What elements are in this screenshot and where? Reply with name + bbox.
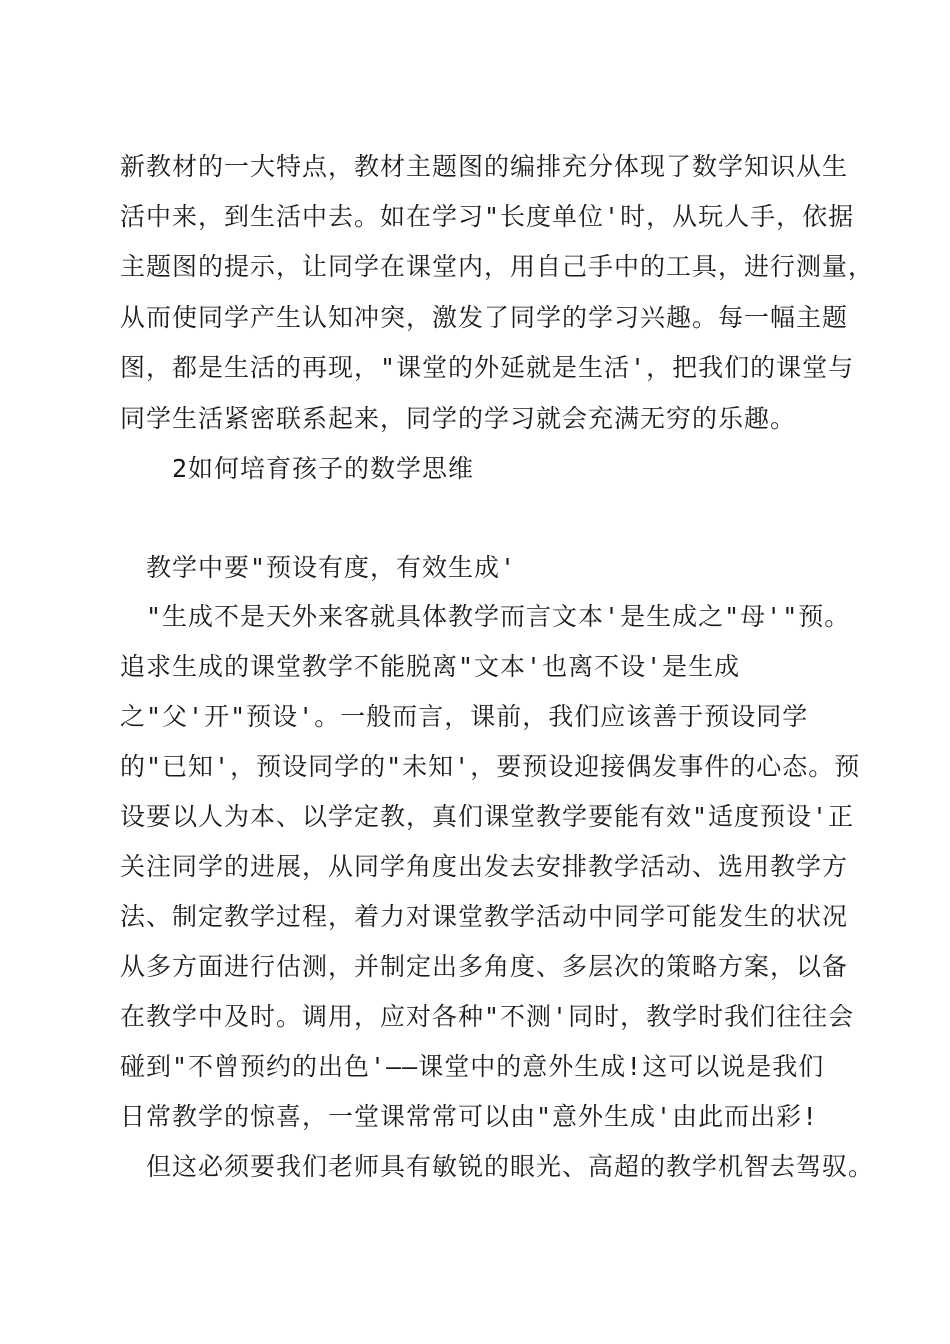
paragraph-1-line: 新教材的一大特点，教材主题图的编排充分体现了数学知识从生 [120,152,849,181]
paragraph-1-line: 图，都是生活的再现，"课堂的外延就是生活'，把我们的课堂与 [120,353,855,382]
paragraph-2-line: 法、制定教学过程，着力对课堂教学活动中同学可能发生的状况 [120,902,849,931]
paragraph-2-line: 关注同学的进展，从同学角度出发去安排教学活动、选用教学方 [120,852,849,881]
paragraph-2-line: 从多方面进行估测，并制定出多角度、多层次的策略方案，以备 [120,952,849,981]
paragraph-2-line: 追求生成的课堂教学不能脱离"文本'也离不设'是生成 [120,652,741,681]
paragraph-2-line: "生成不是天外来客就具体教学而言文本'是生成之"母'"预。 [146,602,851,631]
paragraph-2-line: 之"父'开"预设'。一般而言，课前，我们应该善于预设同学 [120,702,809,731]
section-subheading: 教学中要"预设有度，有效生成' [146,553,517,582]
paragraph-2-line: 日常教学的惊喜，一堂课常常可以由"意外生成'由此而出彩! [120,1102,819,1131]
paragraph-1-line: 同学生活紧密联系起来，同学的学习就会充满无穷的乐趣。 [120,404,797,433]
paragraph-2-line: 碰到"不曾预约的出色'——课堂中的意外生成!这可以说是我们 [120,1052,825,1081]
section-heading: 2如何培育孩子的数学思维 [172,454,475,483]
paragraph-1-line: 活中来，到生活中去。如在学习"长度单位'时，从玩人手，依据 [120,202,855,231]
paragraph-1-line: 从而使同学产生认知冲突，激发了同学的学习兴趣。每一幅主题 [120,303,849,332]
paragraph-2-line: 设要以人为本、以学定教，真们课堂教学要能有效"适度预设'正 [120,802,855,831]
paragraph-2-line: 的"已知'，预设同学的"未知'，要预设迎接偶发事件的心态。预 [120,752,861,781]
paragraph-3-line: 但这必须要我们老师具有敏锐的眼光、高超的教学机智去驾驭。 [146,1152,875,1181]
paragraph-2-line: 在教学中及时。调用，应对各种"不测'同时，教学时我们往往会 [120,1002,855,1031]
paragraph-1-line: 主题图的提示，让同学在课堂内，用自己手中的工具，进行测量， [120,252,875,281]
